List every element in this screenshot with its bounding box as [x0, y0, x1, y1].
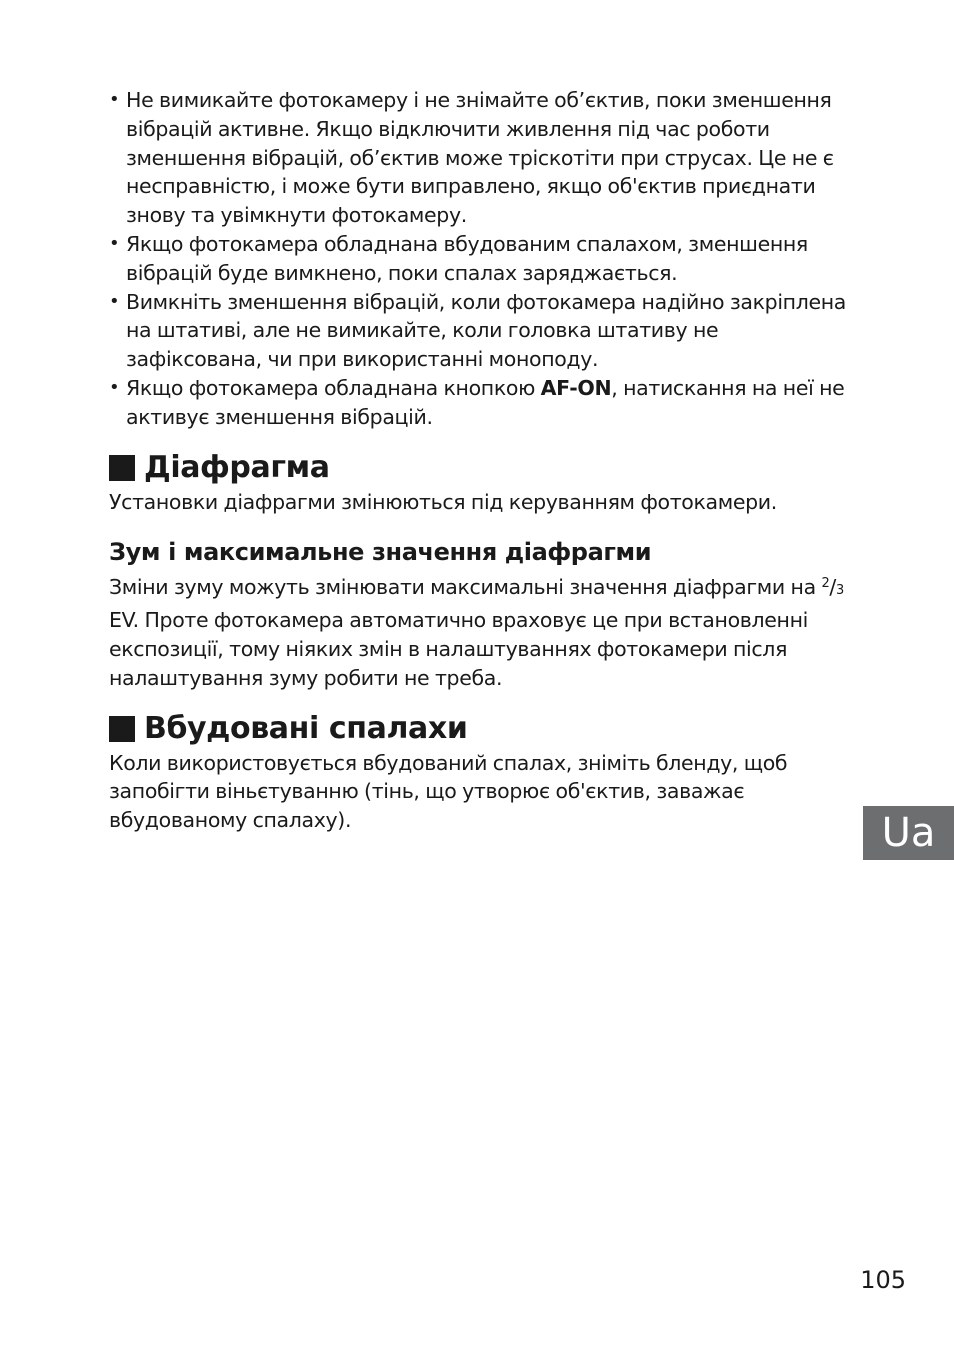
fraction-numerator: 2 [821, 576, 830, 592]
zoom-paragraph [109, 570, 849, 692]
fraction-slash: / [829, 575, 836, 600]
zoom-text-before: Зміни зуму можуть змінювати максимальні значення діафрагми на [109, 575, 822, 600]
list-item-text-after: , натискання на неї не активує зменшення вібрацій. [126, 375, 845, 429]
list-item [109, 374, 849, 432]
zoom-text-after: EV. Проте фотокамера автоматично враховує це при встановленні експозиції, тому ніяких змін в налаштуваннях фотокамери після налаштування зуму робити не треба. [109, 608, 808, 690]
language-tab: Ua [863, 806, 954, 860]
notes-list [109, 86, 849, 432]
bullet-icon: • [109, 89, 120, 110]
section-title: Вбудовані спалахи [144, 710, 468, 746]
list-item-text: Вимкніть зменшення вібрацій, коли фотокамера надійно закріплена на штативі, але не вимикайте, коли головка штативу не зафіксована, чи при використанні моноподу. [126, 289, 847, 372]
list-item-text: Якщо фотокамера обладнана вбудованим спалахом, зменшення вібрацій буде вимкнено, поки спалах заряджається. [126, 231, 808, 285]
list-item-text: Не вимикайте фотокамеру і не знімайте об’єктив, поки зменшення вібрацій активне. Якщо відключити живлення під час роботи зменшення вібрацій, об’єктив може тріскотіти при струсах. Це не є несправністю, і може бути виправлено, якщо об'єктив приєднати знову та увімкнути фотокамеру. [126, 88, 834, 228]
fraction [821, 575, 843, 599]
bullet-icon: • [109, 232, 120, 254]
list-item-text-before: Якщо фотокамера обладнана кнопкою [126, 375, 541, 400]
square-bullet-icon [109, 716, 135, 742]
list-item [109, 86, 849, 230]
list-item [109, 230, 849, 288]
bullet-icon: • [109, 376, 120, 398]
fraction-denominator: 3 [835, 583, 844, 599]
af-on-button-label: AF-ON [540, 375, 612, 400]
bullet-icon: • [109, 290, 120, 312]
aperture-paragraph: Установки діафрагми змінюються під керуванням фотокамери. [109, 489, 777, 514]
section-heading-aperture [109, 448, 849, 488]
page-number: 105 [860, 1266, 906, 1294]
subheading-zoom: Зум і максимальне значення діафрагми [109, 538, 652, 567]
section-title: Діафрагма [144, 449, 330, 485]
list-item [109, 288, 849, 374]
square-bullet-icon [109, 455, 135, 481]
section-heading-flash [109, 709, 849, 749]
page-content [109, 86, 849, 835]
flash-paragraph: Коли використовується вбудований спалах, зніміть бленду, щоб запобігти віньєтуванню (тінь, що утворює об'єктив, заважає вбудованому спалаху). [109, 750, 788, 833]
